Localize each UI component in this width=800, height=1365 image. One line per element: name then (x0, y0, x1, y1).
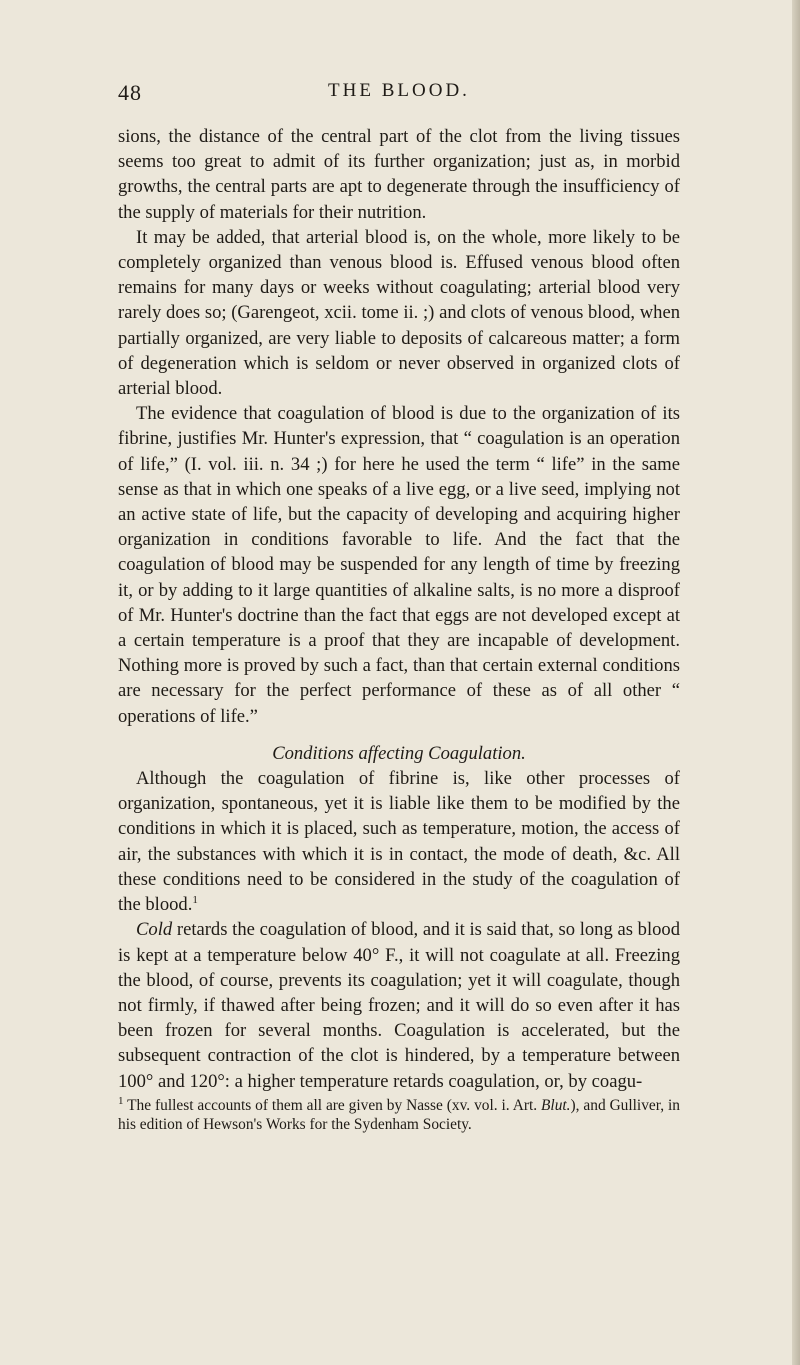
page-header (118, 80, 680, 110)
footnote-italic: Blut. (541, 1096, 571, 1114)
paragraph-cold-lead: Cold (136, 919, 173, 941)
footnote-text-after: ), and Gulliver, in his edition of Hewson's Works for the Sydenham Society. (118, 1096, 680, 1133)
paragraph-arterial-blood: It may be added, that arterial blood is, on the whole, more likely to be completely organized than venous blood is. Effused venous blood often remains for many days or weeks without coagulating; arterial blood very rarely does so; (Garengeot, xcii. tome ii. ;) and clots of venous blood, when partially organized, are very liable to deposits of calcareous matter; a form of degeneration which is seldom or never observed in organized clots of arterial blood. (118, 226, 680, 400)
paragraph-conditions (118, 766, 680, 917)
footnote-text-before: The fullest accounts of them all are given by Nasse (xv. vol. i. Art. (123, 1096, 542, 1114)
footnote (118, 1096, 680, 1134)
paragraph-cold-text: retards the coagulation of blood, and it is said that, so long as blood is kept at a temperature below 40° F., it will not coagulate at all. Freezing the blood, of course, prevents its coagulation; yet it will coagulate, though not firmly, if thawed after being frozen; and it will do so even after it has been frozen for several months. Coagulation is accelerated, but the subsequent contraction of the clot is hindered, by a temperature between 100° and 120°: a higher temperature retards coagulation, or, by coagu- (118, 919, 680, 1092)
running-head: THE BLOOD. (328, 80, 470, 101)
section-heading: Conditions affecting Coagulation. (272, 742, 526, 764)
footnote-reference: 1 (192, 893, 198, 906)
body-text (118, 124, 680, 1134)
paragraph-cold (118, 917, 680, 1093)
paragraph-hunter-expression: The evidence that coagulation of blood is due to the organization of its fibrine, justifies Mr. Hunter's expression, that “ coagulation is an operation of life,” (I. vol. iii. n. 34 ;) for here he used the term “ life” in the same sense as that in which one speaks of a live egg, or a live seed, implying not an active state of life, but the capacity of developing and acquiring higher organization in conditions favorable to life. And the fact that the coagulation of blood may be suspended for any length of time by freezing it, or by adding to it large quantities of alkaline salts, is no more a disproof of Mr. Hunter's doctrine than the fact that eggs are not developed except at a certain temperature is a proof that they are incapable of development. Nothing more is proved by such a fact, than that certain external conditions are necessary for the perfect performance of these as of all other “ operations of life.” (118, 403, 680, 727)
page-number: 48 (118, 80, 142, 105)
footnote-marker: 1 (118, 1094, 124, 1107)
page-edge (792, 0, 800, 1365)
paragraph-continued: sions, the distance of the central part of the clot from the living tissues seems too great to admit of its further organization; just as, in morbid growths, the central parts are apt to degenerate through the insufficiency of the supply of materials for their nutrition. (118, 126, 680, 223)
paragraph-conditions-text: Although the coagulation of fibrine is, like other processes of organization, spontaneous, yet it is liable like them to be modified by the conditions in which it is placed, such as temperature, motion, the access of air, the substances with which it is in contact, the mode of death, &c. All these conditions need to be considered in the study of the coagulation of the blood. (118, 768, 680, 916)
